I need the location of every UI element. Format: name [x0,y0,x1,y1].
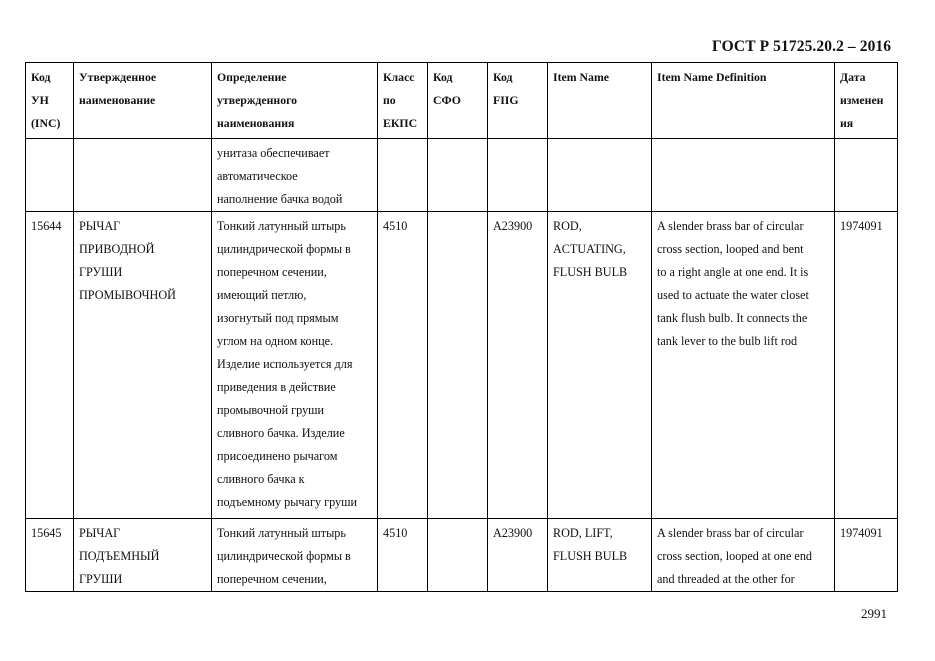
cell-inc: 15645 [26,519,74,592]
cell-definition: Тонкий латунный штырь цилиндрической формы в поперечном сечении, [212,519,378,592]
table-row [26,212,898,519]
column-header-approved-name: Утвержденное наименование [74,63,212,139]
cell-definition: унитаза обеспечивает автоматическое наполнение бачка водой [212,139,378,212]
column-header-fiig: Код FIIG [488,63,548,139]
cell-inc [26,139,74,212]
column-header-class: Класс по ЕКПС [378,63,428,139]
table-row [26,519,898,592]
cell-fiig: A23900 [488,519,548,592]
column-header-inc: Код УН (INC) [26,63,74,139]
cell-item-definition [652,139,835,212]
cell-date [835,139,898,212]
cell-date: 1974091 [835,212,898,519]
table-row-continuation [26,139,898,212]
cell-class [378,139,428,212]
cell-item-definition: A slender brass bar of circular cross section, looped and bent to a right angle at one end. It is used to actuate the water closet tank flush bulb. It connects the tank lever to the bulb lift rod [652,212,835,519]
cell-name [74,139,212,212]
cell-fiig: A23900 [488,212,548,519]
cell-sfo [428,212,488,519]
column-header-item-name: Item Name [548,63,652,139]
cell-class: 4510 [378,212,428,519]
cell-definition: Тонкий латунный штырь цилиндрической формы в поперечном сечении, имеющий петлю, изогнутый под прямым углом на одном конце. Изделие используется для приведения в действие промывочной груши сливного бачка. Изделие присоединено рычагом сливного бачка к подъемному рычагу груши [212,212,378,519]
document-standard-title: ГОСТ Р 51725.20.2 – 2016 [712,38,892,55]
column-header-sfo: Код СФО [428,63,488,139]
cell-sfo [428,139,488,212]
cell-date: 1974091 [835,519,898,592]
cell-item-definition: A slender brass bar of circular cross section, looped at one end and threaded at the other for [652,519,835,592]
column-header-definition: Определение утвержденного наименования [212,63,378,139]
cell-fiig [488,139,548,212]
cell-inc: 15644 [26,212,74,519]
cell-class: 4510 [378,519,428,592]
cell-item-name [548,139,652,212]
column-header-item-definition: Item Name Definition [652,63,835,139]
cell-item-name: ROD, ACTUATING, FLUSH BULB [548,212,652,519]
cell-name: РЫЧАГ ПОДЪЕМНЫЙ ГРУШИ [74,519,212,592]
table-header-row [26,63,898,139]
page-number: 2991 [861,606,887,621]
cell-name: РЫЧАГ ПРИВОДНОЙ ГРУШИ ПРОМЫВОЧНОЙ [74,212,212,519]
nomenclature-table [25,62,898,592]
cell-item-name: ROD, LIFT, FLUSH BULB [548,519,652,592]
cell-sfo [428,519,488,592]
column-header-date: Дата изменен ия [835,63,898,139]
